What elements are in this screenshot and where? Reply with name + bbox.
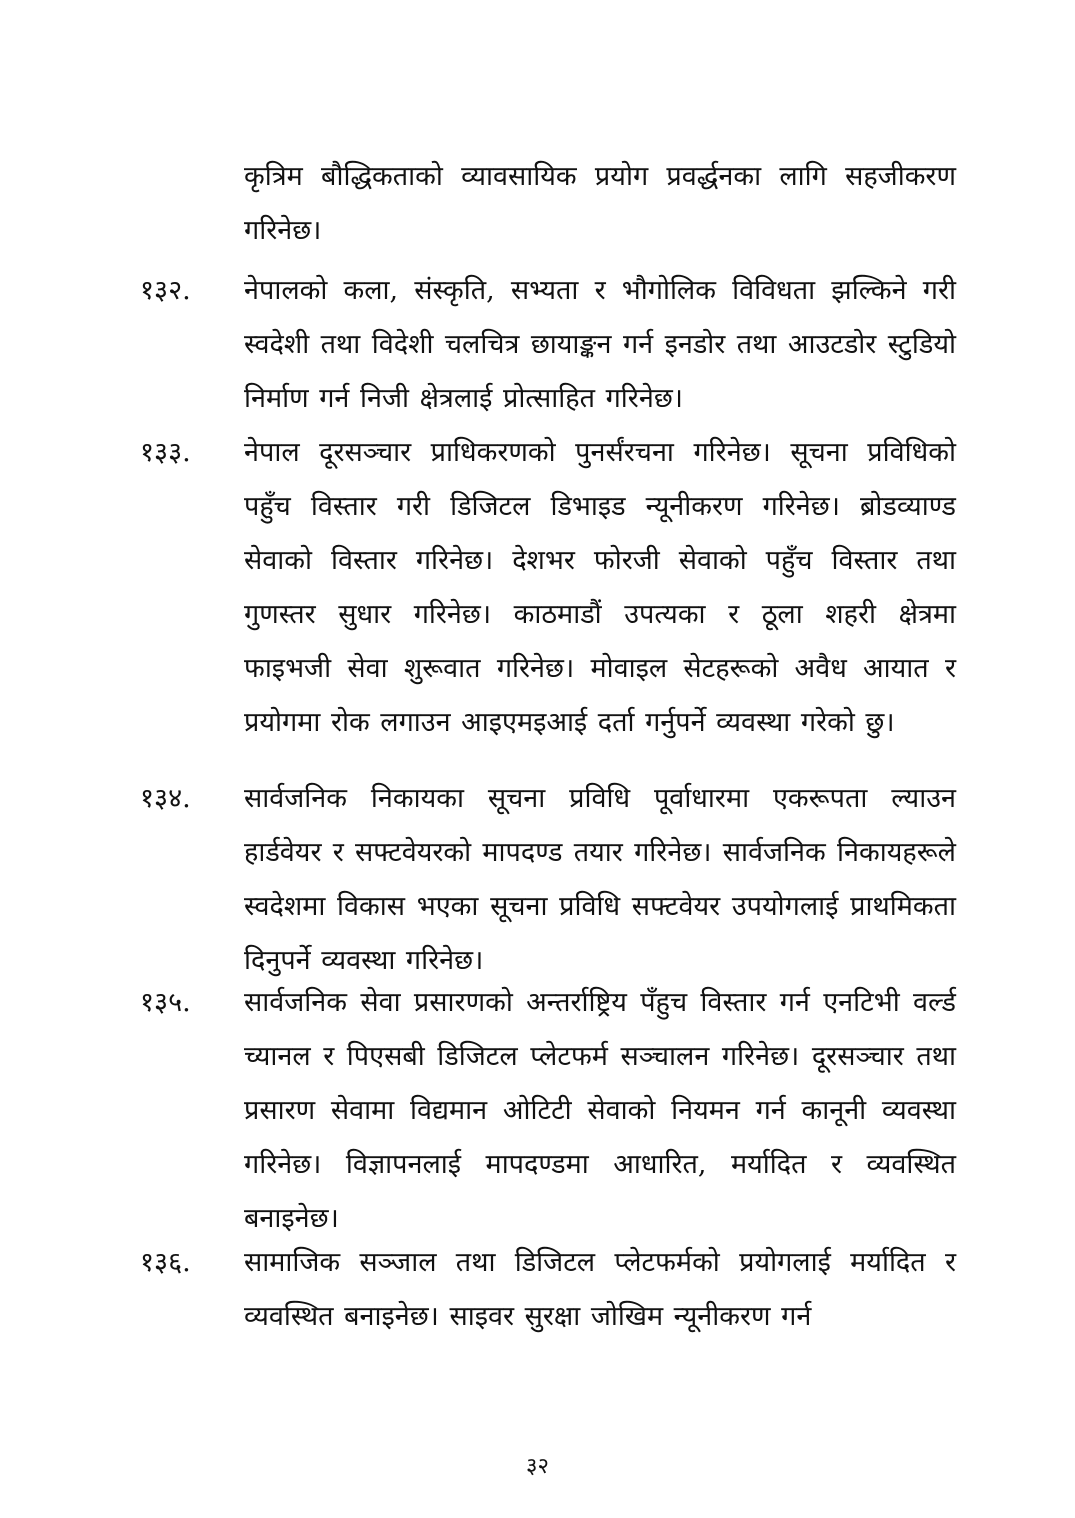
paragraph-text: कृत्रिम बौद्धिकताको व्यावसायिक प्रयोग प्रवर्द्धनका लागि सहजीकरण गरिनेछ। — [244, 161, 956, 246]
paragraph-text: नेपालको कला, संस्कृति, सभ्यता र भौगोलिक विविधता झल्किने गरी स्वदेशी तथा विदेशी चलचित्र छायाङ्कन गर्न इनडोर तथा आउटडोर स्टुडियो निर्माण गर्न निजी क्षेत्रलाई प्रोत्साहित गरिनेछ। — [244, 275, 956, 414]
paragraph-number: १३३. — [140, 437, 191, 468]
paragraph-number: १३२. — [140, 275, 191, 306]
paragraph-number: १३५. — [140, 987, 191, 1018]
paragraph-number: १३६. — [140, 1247, 191, 1278]
paragraph-text: नेपाल दूरसञ्चार प्राधिकरणको पुनर्संरचना गरिनेछ। सूचना प्रविधिको पहुँच विस्तार गरी डिजिटल डिभाइड न्यूनीकरण गरिनेछ। ब्रोडव्याण्ड सेवाको विस्तार गरिनेछ। देशभर फोरजी सेवाको पहुँच विस्तार तथा गुणस्तर सुधार गरिनेछ। काठमाडौं उपत्यका र ठूला शहरी क्षेत्रमा फाइभजी सेवा शुरूवात गरिनेछ। मोवाइल सेटहरूको अवैध आयात र प्रयोगमा रोक लगाउन आइएमइआई दर्ता गर्नुपर्ने व्यवस्था गरेको छु। — [244, 437, 956, 738]
paragraph-text: सार्वजनिक सेवा प्रसारणको अन्तर्राष्ट्रिय पँहुच विस्तार गर्न एनटिभी वर्ल्ड च्यानल र पिएसबी डिजिटल प्लेटफर्म सञ्चालन गरिनेछ। दूरसञ्चार तथा प्रसारण सेवामा विद्यमान ओटिटी सेवाको नियमन गर्न कानूनी व्यवस्था गरिनेछ। विज्ञापनलाई मापदण्डमा आधारित, मर्यादित र व्यवस्थित बनाइनेछ। — [244, 987, 956, 1234]
paragraph-number: १३४. — [140, 783, 191, 814]
paragraph-text: सामाजिक सञ्जाल तथा डिजिटल प्लेटफर्मको प्रयोगलाई मर्यादित र व्यवस्थित बनाइनेछ। साइवर सुरक्षा जोखिम न्यूनीकरण गर्न — [244, 1247, 956, 1332]
page-number: ३२ — [526, 1454, 549, 1479]
paragraph-text: सार्वजनिक निकायका सूचना प्रविधि पूर्वाधारमा एकरूपता ल्याउन हार्डवेयर र सफ्टवेयरको मापदण्ड तयार गरिनेछ। सार्वजनिक निकायहरूले स्वदेशमा विकास भएका सूचना प्रविधि सफ्टवेयर उपयोगलाई प्राथमिकता दिनुपर्ने व्यवस्था गरिनेछ। — [244, 783, 956, 976]
